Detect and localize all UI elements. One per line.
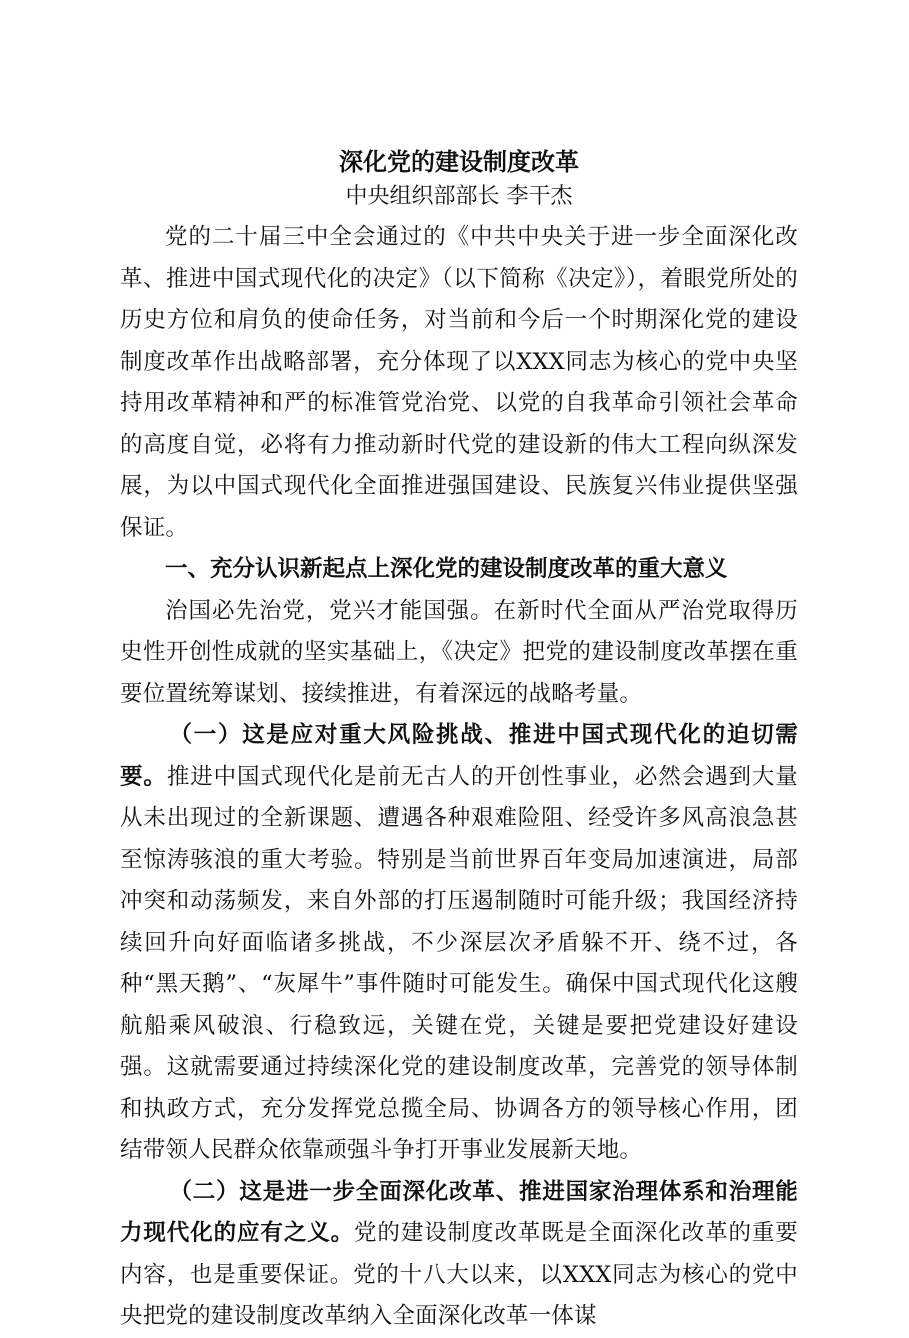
intro-paragraph: 党的二十届三中全会通过的《中共中央关于进一步全面深化改革、推进中国式现代化的决定》（以下简称《决定》），着眼党所处的历史方位和肩负的使命任务，对当前和今后一个时期深化党的建设制度改革作出战略部署，充分体现了以XXX同志为核心的党中央坚持用改革精神和严的标准管党治党、以党的自我革命引领社会革命的高度自觉，必将有力推动新时代党的建设新的伟大工程向纵深发展，为以中国式现代化全面推进强国建设、民族复兴伟业提供坚强保证。	[120, 224, 798, 541]
document-author: 中央组织部部长 李干杰	[345, 184, 573, 209]
point-1-body: 推进中国式现代化是前无古人的开创性事业，必然会遇到大量从未出现过的全新课题、遭遇各种艰难险阻、经受许多风高浪急甚至惊涛骇浪的重大考验。特别是当前世界百年变局加速演进，局部冲突和动荡频发，来自外部的打压遏制随时可能升级；我国经济持续回升向好面临诸多挑战，不少深层次矛盾躲不开、绕不过，各种“黑天鹅”、“灰犀牛”事件随时可能发生。确保中国式现代化这艘航船乘风破浪、行稳致远，关键在党，关键是要把党建设好建设强。这就需要通过持续深化党的建设制度改革，完善党的领导体制和执政方式，充分发挥党总揽全局、协调各方的领导核心作用，团结带领人民群众依靠顽强斗争打开事业发展新天地。	[120, 763, 798, 1163]
document-title: 深化党的建设制度改革	[339, 147, 579, 176]
document-body	[120, 145, 798, 1338]
point-2-body: 党的建设制度改革既是全面深化改革的重要内容，也是重要保证。党的十八大以来，以XXX同志为核心的党中央把党的建设制度改革纳入全面深化改革一体谋	[120, 1220, 798, 1329]
point-1-paragraph	[120, 715, 798, 1172]
point-2-paragraph	[120, 1172, 798, 1338]
point-1-lead: （一）这是应对重大风险挑战、推进中国式现代化的迫切需要。	[120, 722, 798, 790]
point-2-lead: （二）这是进一步全面深化改革、推进国家治理体系和治理能力现代化的应有之义。	[120, 1178, 798, 1246]
section-1-intro-paragraph: 治国必先治党，党兴才能国强。在新时代全面从严治党取得历史性开创性成就的坚实基础上，《决定》把党的建设制度改革摆在重要位置统筹谋划、接续推进，有着深远的战略考量。	[120, 597, 798, 707]
section-1-heading: 一、充分认识新起点上深化党的建设制度改革的重大意义	[165, 556, 728, 582]
